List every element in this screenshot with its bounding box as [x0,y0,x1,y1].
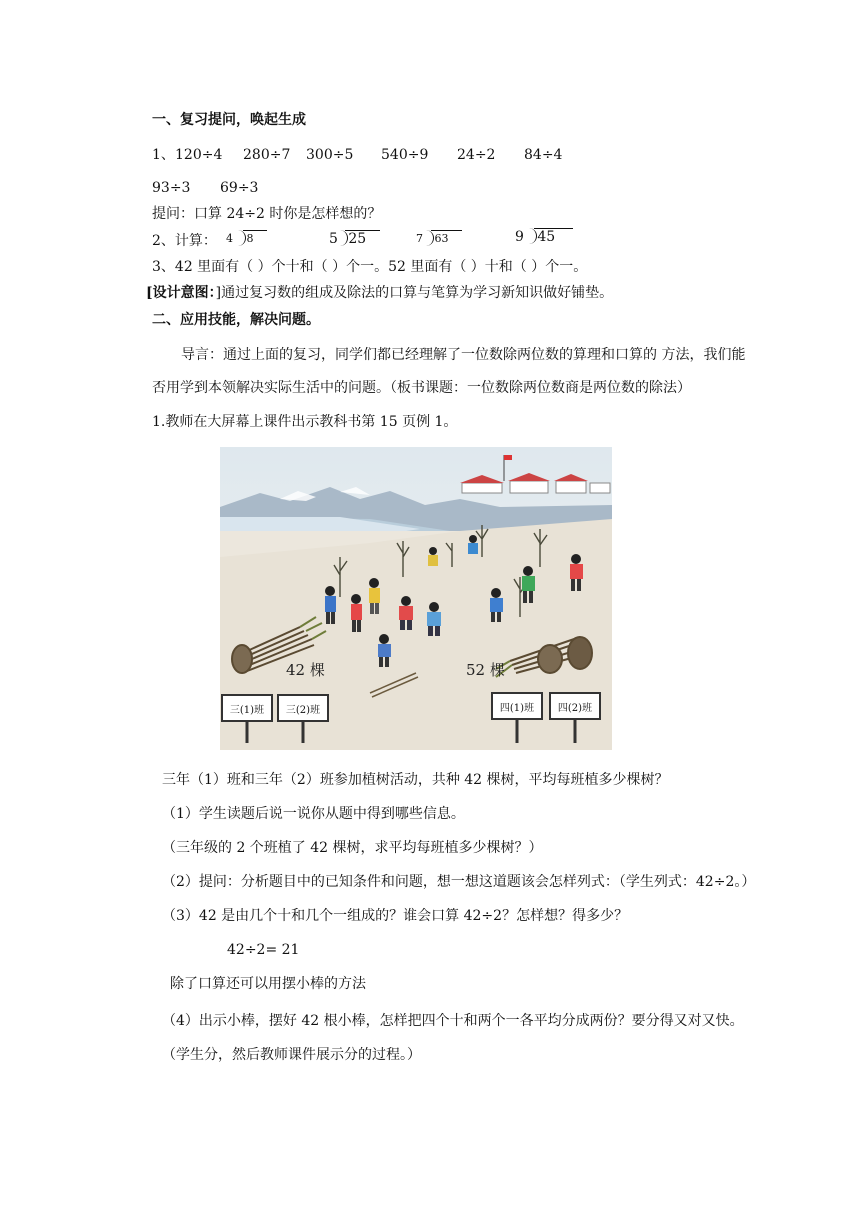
long-division [329,230,380,247]
intro-line: 否用学到本领解决实际生活中的问题。（板书课题：一位数除两位数商是两位数的除法） [152,380,691,396]
ask-line: 提问：口算 24÷2 时你是怎样想的？ [152,206,382,222]
label-42-trees: 42 棵 [286,661,325,679]
section2-title: 二、应用技能，解决问题。 [152,312,320,328]
step1-line: 1.教师在大屏幕上课件出示教科书第 15 页例 1。 [152,414,458,430]
step-line: （学生分，然后教师课件展示分的过程。） [162,1047,421,1063]
q1-item: 84÷4 [524,147,563,163]
step-line: （3）42 是由几个十和几个一组成的？谁会口算 42÷2？怎样想？得多少？ [162,908,629,924]
dividend: 63 [431,230,462,247]
class-sign-label: 三(1)班 [229,705,265,716]
divisor: 5 [329,231,338,247]
q1-item: 120÷4 [175,147,223,163]
step-line: （三年级的 2 个班植了 42 棵树，求平均每班植多少棵树？） [162,840,543,856]
problem-statement: 三年（1）班和三年（2）班参加植树活动，共种 42 棵树，平均每班植多少棵树？ [162,772,669,788]
design-intent-label: [设计意图： [146,285,216,301]
dividend: 8 [243,230,267,247]
divisor: 7 [416,232,423,245]
long-division [416,230,462,247]
design-intent [146,284,613,302]
long-division [515,228,573,245]
q1-item: 280÷7 [243,147,291,163]
intro-line: 导言：通过上面的复习，同学们都已经理解了一位数除两位数的算理和口算的 方法，我们能 [181,347,746,363]
divisor: 4 [226,232,233,245]
step-line: （4）出示小棒，摆好 42 根小棒，怎样把四个十和两个一各平均分成两份？要分得又对又快。 [162,1013,744,1029]
q1-item: 24÷2 [457,147,496,163]
label-52-trees: 52 棵 [466,661,505,679]
class-sign-label: 三(2)班 [285,705,321,716]
tree-planting-illustration [220,447,612,750]
step-line: 除了口算还可以用摆小棒的方法 [170,976,366,992]
dividend: 45 [534,228,573,245]
equation: 42÷2= 21 [227,942,300,958]
long-division [226,230,267,247]
q1-item: 93÷3 [152,180,191,196]
class-sign-label: 四(1)班 [499,703,535,714]
q3-line: 3、42 里面有（ ）个十和（ ）个一。52 里面有（ ）十和（ ）个一。 [152,259,588,275]
q1-item: 69÷3 [220,180,259,196]
design-intent-text: ]通过复习数的组成及除法的口算与笔算为学习新知识做好铺垫。 [215,285,614,301]
step-line: （1）学生读题后说一说你从题中得到哪些信息。 [162,806,465,822]
step-line: （2）提问：分析题目中的已知条件和问题，想一想这道题该会怎样列式：（学生列式：42÷2。） [162,874,756,890]
q2-label: 2、计算： [152,233,217,249]
q1-item: 300÷5 [306,147,354,163]
divisor: 9 [515,229,524,245]
class-sign-label: 四(2)班 [557,703,593,714]
q1-item: 540÷9 [381,147,429,163]
section1-title: 一、复习提问，唤起生成 [152,112,306,128]
q1-label: 1、 [152,147,175,163]
dividend: 25 [345,230,380,247]
